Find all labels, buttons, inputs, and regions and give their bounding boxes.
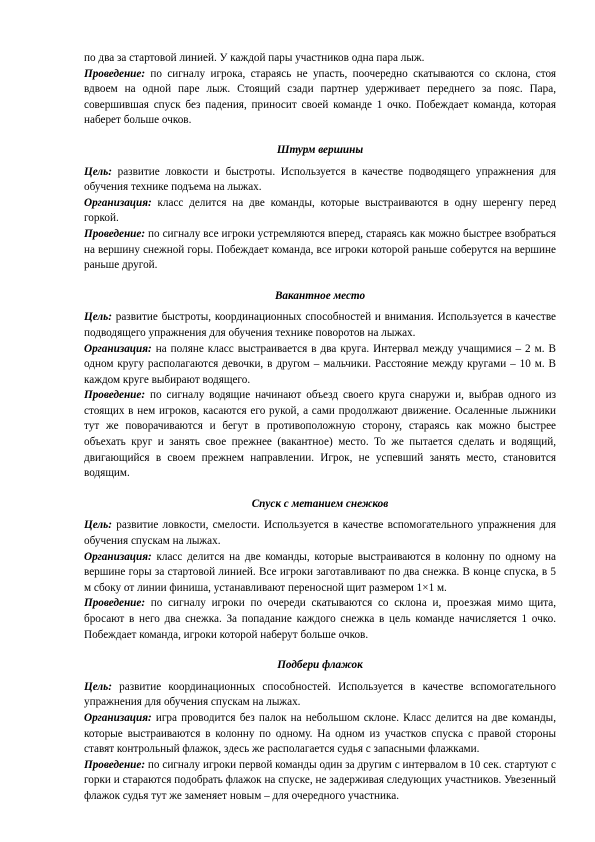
- organization-paragraph: [84, 711, 556, 758]
- organization-label: Организация:: [84, 342, 152, 355]
- goal-label: Цель:: [84, 165, 112, 178]
- goal-label: Цель:: [84, 519, 112, 532]
- conduct-label: Проведение:: [84, 597, 146, 610]
- conduct-label: Проведение:: [84, 758, 146, 771]
- conduct-text: по сигналу водящие начинают объезд своего круга снаружи и, выбрав одного из стоящих в нем игроков, касаются его рукой, а сами продолжают движение. Осаленные лыжники тут же поворачиваются и бегут в противоположную сторону, стараясь как можно быстрее объехать круг и занять свое прежнее (вакантное) место. То же пытается сделать и водящий, двигающийся в своем прежнем направлении. Игрок, не успевший занять место, становится водящим.: [84, 389, 556, 480]
- organization-text: игра проводится без палок на небольшом склоне. Класс делится на две команды, которые выстраиваются в колонну по одному. На одном из участков спуска с правой стороны ставят контрольный флажок, здесь же располагается судья с запасными флажками.: [84, 711, 556, 756]
- conduct-paragraph: [84, 388, 556, 482]
- conduct-text: по сигналу игроки первой команды один за другим с интервалом в 10 сек. стартуют с горки и стараются подобрать флажок на спуске, не задерживая следующих участников. Увезенный флажок судья тут же заменяет новым – для очередного участника.: [84, 758, 556, 802]
- conduct-label: Проведение:: [84, 389, 146, 402]
- goal-paragraph: [84, 310, 556, 341]
- section-heading-shturm-vershiny: Штурм вершины: [276, 143, 364, 156]
- goal-paragraph: [84, 680, 556, 711]
- organization-paragraph: [84, 550, 556, 597]
- goal-text: развитие координационных способностей. Используется в качестве вспомогательного упражнения для обучения спускам на лыжах.: [84, 680, 556, 709]
- conduct-paragraph: [84, 596, 556, 643]
- goal-label: Цель:: [84, 311, 112, 324]
- organization-text: класс делится на две команды, которые выстраиваются в колонну по одному на вершине горы за стартовой линией. Все игроки заготавливают по два снежка. В конце спуска, в 5 м сбоку от линии финиша, устанавливают переносной щит размером 1×1 м.: [84, 550, 556, 594]
- organization-paragraph: [84, 342, 556, 389]
- intro-line: по два за стартовой линией. У каждой пары участников одна пара лыж.: [84, 52, 425, 64]
- intro-conduct-paragraph: [84, 67, 556, 129]
- conduct-label: Проведение:: [84, 227, 146, 240]
- organization-paragraph: [84, 196, 556, 227]
- conduct-text: по сигналу все игроки устремляются вперед, стараясь как можно быстрее взобраться на вершину снежной горы. Побеждает команда, все игроки которой раньше соберутся на вершине раньше другой.: [84, 227, 556, 272]
- goal-text: развитие ловкости и быстроты. Используется в качестве подводящего упражнения для обучения технике подъема на лыжах.: [84, 165, 556, 194]
- section-heading-spusk-s-metaniem-snezhkov: Спуск с метанием снежков: [251, 497, 389, 510]
- goal-text: развитие быстроты, координационных способностей и внимания. Используется в качестве подводящего упражнения для обучения технике поворотов на лыжах.: [84, 311, 556, 339]
- organization-label: Организация:: [84, 711, 152, 724]
- section-heading-vakantnoe-mesto: Вакантное место: [274, 289, 366, 302]
- goal-text: развитие ловкости, смелости. Используется в качестве вспомогательного упражнения для обучения спускам на лыжах.: [84, 519, 556, 548]
- goal-paragraph: [84, 518, 556, 549]
- goal-paragraph: [84, 165, 556, 196]
- conduct-label: Проведение:: [84, 67, 146, 80]
- organization-label: Организация:: [84, 550, 152, 563]
- section-heading-poberi-flazhok: Подбери флажок: [277, 659, 363, 672]
- organization-text: класс делится на две команды, которые выстраиваются в одну шеренгу перед горкой.: [84, 196, 556, 225]
- organization-text: на поляне класс выстраивается в два круга. Интервал между учащимися – 2 м. В одном кругу располагаются девочки, в другом – мальчики. Расстояние между кругами – 10 м. В каждом круге выбирают водящего.: [84, 342, 556, 386]
- conduct-text: по сигналу игроки по очереди скатываются со склона и, проезжая мимо щита, бросают в него два снежка. За попадание каждого снежка в цель команде начисляется 1 очко. Побеждает команда, игроки которой наберут больше очков.: [84, 597, 556, 641]
- conduct-text: по сигналу игрока, стараясь не упасть, поочередно скатываются со склона, стоя вдвоем на одной паре лыж. Стоящий сзади партнер удерживает переднего за пояс. Пара, совершившая спуск без падения, приносит своей команде 1 очко. Побеждает команда, которая наберет больше очков.: [84, 67, 556, 127]
- organization-label: Организация:: [84, 196, 152, 209]
- conduct-paragraph: [84, 227, 556, 274]
- goal-label: Цель:: [84, 680, 112, 693]
- conduct-paragraph: [84, 758, 556, 805]
